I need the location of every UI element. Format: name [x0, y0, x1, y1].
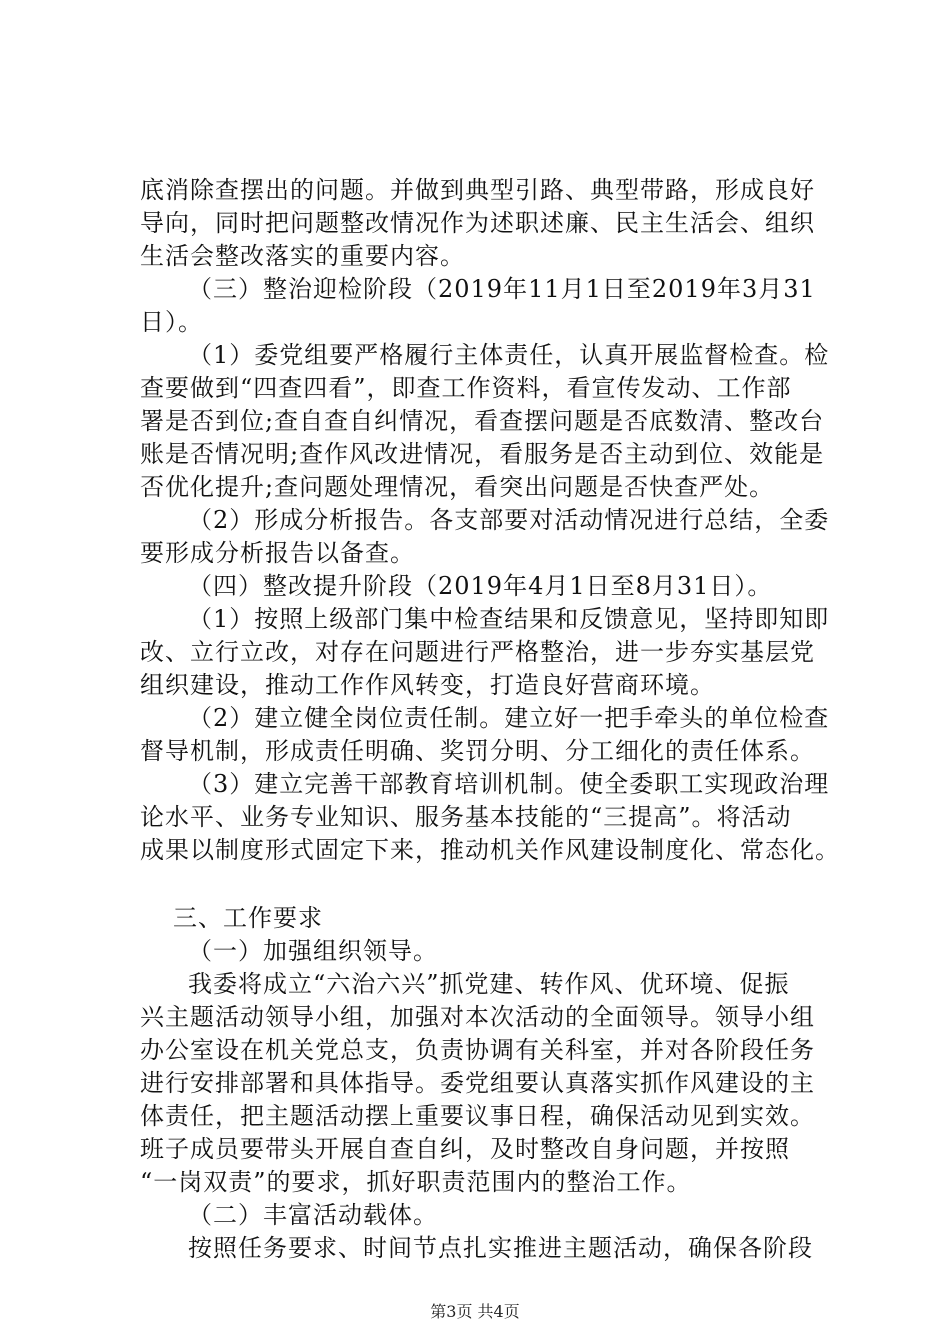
text-line: 要形成分析报告以备查。 — [140, 539, 415, 567]
text-line: 账是否情况明;查作风改进情况，看服务是否主动到位、效能是 — [140, 440, 825, 468]
text-line: （三）整治迎检阶段（2019年11月1日至2019年3月31 — [188, 275, 816, 303]
text-line: 查要做到“四查四看”，即查工作资料，看宣传发动、工作部 — [140, 374, 792, 402]
text-line: 兴主题活动领导小组，加强对本次活动的全面领导。领导小组 — [140, 1003, 815, 1031]
text-line: 底消除查摆出的问题。并做到典型引路、典型带路，形成良好 — [140, 176, 815, 204]
text-line: 办公室设在机关党总支，负责协调有关科室，并对各阶段任务 — [140, 1036, 815, 1064]
text-line: 改、立行立改，对存在问题进行严格整治，进一步夯实基层党 — [140, 638, 815, 666]
text-line: 导向，同时把问题整改情况作为述职述廉、民主生活会、组织 — [140, 209, 815, 237]
text-line: （二）丰富活动载体。 — [188, 1201, 438, 1229]
text-line: 生活会整改落实的重要内容。 — [140, 242, 465, 270]
text-line: （2）形成分析报告。各支部要对活动情况进行总结，全委 — [188, 506, 830, 534]
text-line: 进行安排部署和具体指导。委党组要认真落实抓作风建设的主 — [140, 1069, 815, 1097]
text-line: 体责任，把主题活动摆上重要议事日程，确保活动见到实效。 — [140, 1102, 815, 1130]
text-line: （1）委党组要严格履行主体责任，认真开展监督检查。检 — [188, 341, 830, 369]
text-line: （一）加强组织领导。 — [188, 937, 438, 965]
text-line: 班子成员要带头开展自查自纠，及时整改自身问题，并按照 — [140, 1135, 790, 1163]
section-heading: 三、工作要求 — [173, 904, 323, 932]
text-line: 按照任务要求、时间节点扎实推进主题活动，确保各阶段 — [188, 1234, 813, 1262]
text-line: （2）建立健全岗位责任制。建立好一把手牵头的单位检查 — [188, 704, 830, 732]
page-number: 第3页 共4页 — [430, 1302, 520, 1321]
text-line: 组织建设，推动工作作风转变，打造良好营商环境。 — [140, 671, 715, 699]
text-line: 日）。 — [140, 308, 203, 336]
text-line: 否优化提升;查问题处理情况，看突出问题是否快查严处。 — [140, 473, 775, 501]
text-line: （3）建立完善干部教育培训机制。使全委职工实现政治理 — [188, 770, 830, 798]
text-line: 署是否到位;查自查自纠情况，看查摆问题是否底数清、整改台 — [140, 407, 825, 435]
text-line: “一岗双责”的要求，抓好职责范围内的整治工作。 — [140, 1168, 692, 1196]
text-line: （四）整改提升阶段（2019年4月1日至8月31日）。 — [188, 572, 773, 600]
text-line: 成果以制度形式固定下来，推动机关作风建设制度化、常态化。 — [140, 836, 840, 864]
text-line: （1）按照上级部门集中检查结果和反馈意见，坚持即知即 — [188, 605, 830, 633]
text-line: 督导机制，形成责任明确、奖罚分明、分工细化的责任体系。 — [140, 737, 815, 765]
text-line: 我委将成立“六治六兴”抓党建、转作风、优环境、促振 — [188, 970, 790, 998]
text-line: 论水平、业务专业知识、服务基本技能的“三提高”。将活动 — [140, 803, 792, 831]
